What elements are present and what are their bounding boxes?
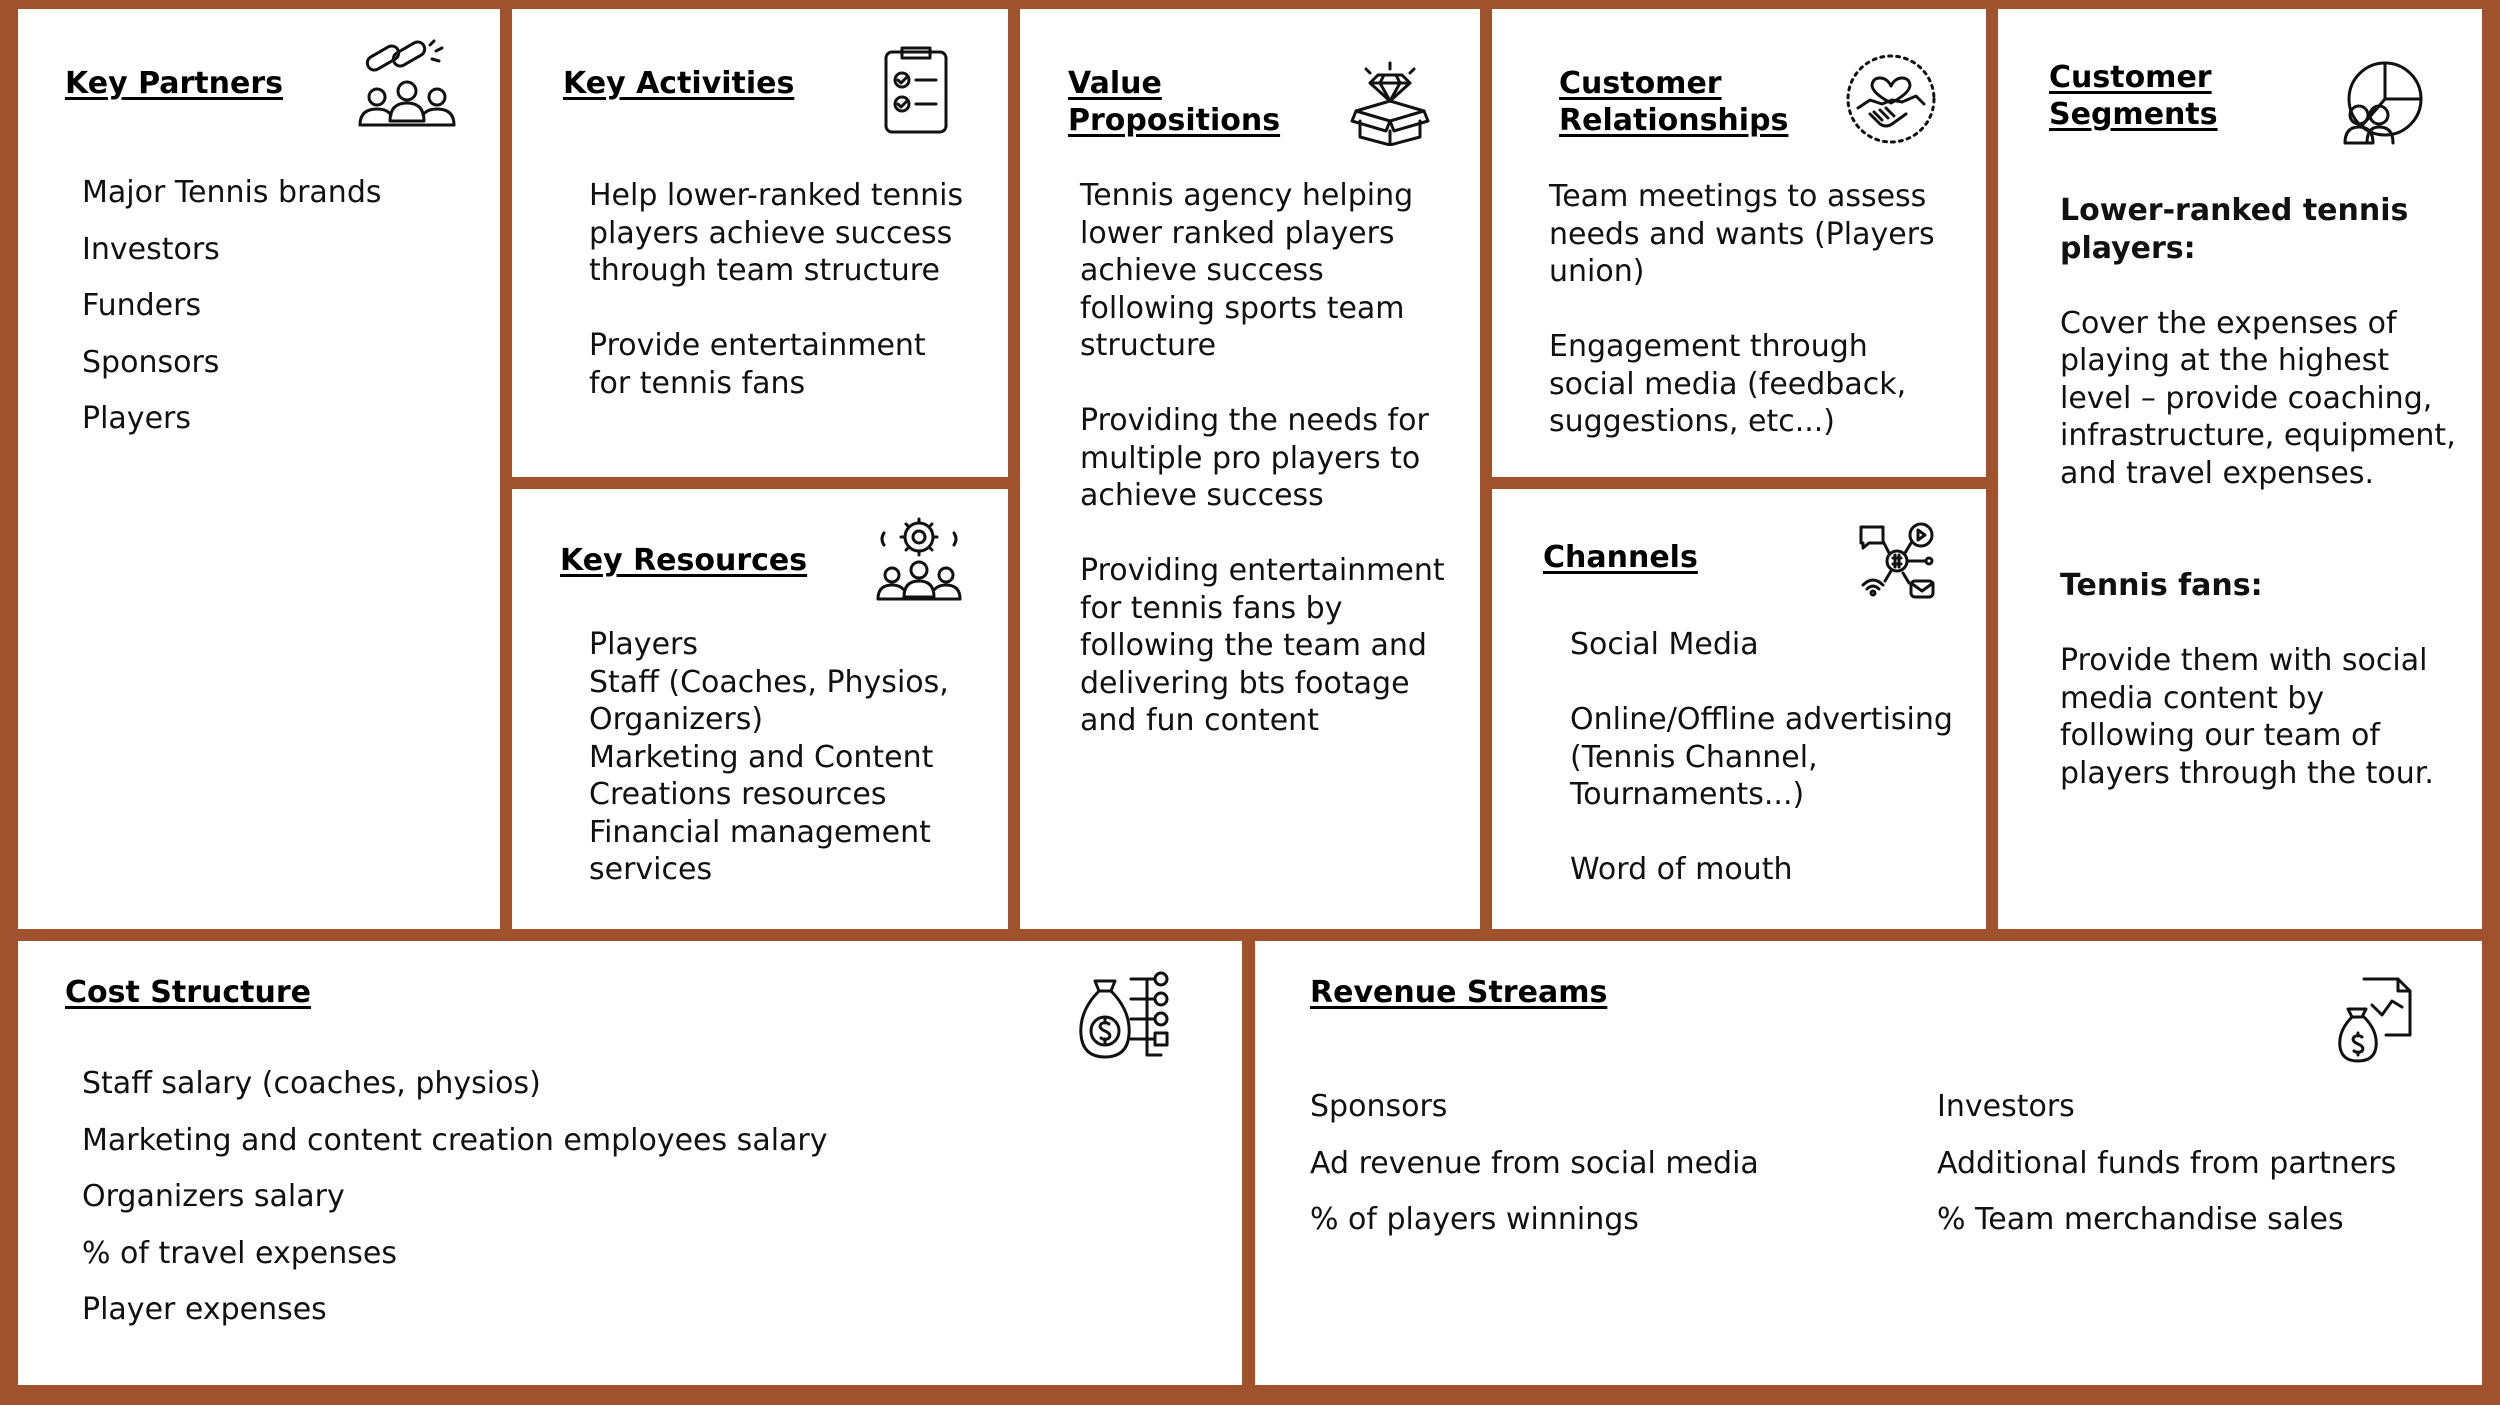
list-item: Ad revenue from social media	[1310, 1145, 1759, 1181]
key-resources-text	[589, 626, 989, 889]
list-item: Funders	[82, 288, 202, 323]
customer-relationships-panel	[1492, 9, 1986, 477]
cost-structure-title: Cost Structure	[65, 975, 311, 1010]
segment-description: Cover the expenses of playing at the highest level – provide coaching, infrastructure, equipment, and travel expenses.	[2060, 305, 2456, 491]
heart-handshake-icon	[1844, 52, 1938, 146]
value-propositions-panel	[1020, 9, 1480, 929]
key-resources-title: Key Resources	[560, 543, 808, 578]
customer-segments-title: Customer Segments	[2049, 60, 2218, 132]
relationship-item: Engagement through social media (feedback, suggestions, etc...)	[1549, 329, 1907, 439]
list-item: Sponsors	[82, 344, 220, 380]
cost-structure-list	[82, 1066, 828, 1349]
customer-relationships-title: Customer Relationships	[1559, 66, 1789, 138]
key-activities-item: Help lower-ranked tennis players achieve success through team structure	[589, 178, 964, 288]
value-proposition-item: Providing the needs for multiple pro players to achieve success	[1080, 403, 1429, 513]
key-partners-panel	[18, 9, 500, 929]
list-item: Investors	[1937, 1089, 2075, 1124]
channels-title: Channels	[1543, 540, 1698, 575]
key-activities-title: Key Activities	[563, 66, 795, 101]
value-proposition-item: Providing entertainment for tennis fans by following the team and delivering bts footage and fun content	[1080, 553, 1445, 738]
key-partners-title: Key Partners	[65, 66, 283, 101]
list-item: % of players winnings	[1310, 1202, 1639, 1237]
channel-item: Online/Offline advertising (Tennis Channel, Tournaments...)	[1570, 702, 1953, 812]
relationship-item: Team meetings to assess needs and wants (Players union)	[1549, 179, 1935, 289]
list-item: Investors	[82, 231, 220, 267]
list-item: Staff salary (coaches, physios)	[82, 1066, 541, 1101]
list-item: Player expenses	[82, 1292, 327, 1327]
channels-panel	[1492, 489, 1986, 929]
money-bag-flow-icon	[1077, 969, 1177, 1065]
revenue-streams-column-1	[1310, 1089, 1759, 1259]
list-item: Sponsors	[1310, 1089, 1448, 1124]
channel-item: Word of mouth	[1570, 852, 1793, 887]
channels-text	[1570, 626, 1970, 889]
segment-heading: Lower-ranked tennis players:	[2060, 193, 2409, 266]
team-gear-icon	[874, 515, 964, 605]
customer-relationships-text	[1549, 178, 1959, 441]
list-item: Organizers salary	[82, 1179, 345, 1214]
customer-segments-text	[2060, 192, 2460, 792]
list-item: Additional funds from partners	[1937, 1145, 2397, 1181]
channel-item: Social Media	[1570, 627, 1759, 662]
cost-structure-panel	[18, 941, 1242, 1385]
revenue-streams-column-2	[1937, 1089, 2396, 1259]
revenue-streams-title: Revenue Streams	[1310, 975, 1608, 1010]
key-resources-item: Financial management services	[589, 814, 931, 887]
audience-pie-icon	[2341, 59, 2426, 149]
value-proposition-item: Tennis agency helping lower ranked players achieve success following sports team structure	[1080, 178, 1414, 363]
list-item: % Team merchandise sales	[1937, 1202, 2344, 1237]
segment-heading: Tennis fans:	[2060, 568, 2263, 603]
key-activities-text	[589, 177, 969, 402]
money-bag-chart-icon	[2338, 975, 2418, 1065]
list-item: Players	[82, 401, 191, 436]
key-resources-item: Marketing and Content Creations resources	[589, 739, 934, 812]
revenue-streams-panel	[1255, 941, 2482, 1385]
customer-segments-panel	[1998, 9, 2482, 929]
key-resources-item: Players	[589, 627, 698, 662]
key-activities-panel	[512, 9, 1008, 477]
checklist-icon	[880, 44, 952, 136]
key-partners-list	[82, 175, 382, 458]
partnership-network-icon	[352, 39, 462, 134]
value-propositions-title: Value Propositions	[1068, 66, 1281, 138]
key-resources-panel	[512, 489, 1008, 929]
diamond-box-icon	[1348, 61, 1433, 146]
list-item: % of travel expenses	[82, 1235, 397, 1271]
segment-description: Provide them with social media content by following our team of players through the tour.	[2060, 643, 2434, 791]
key-resources-item: Staff (Coaches, Physios, Organizers)	[589, 664, 949, 737]
list-item: Marketing and content creation employees salary	[82, 1122, 828, 1158]
key-activities-item: Provide entertainment for tennis fans	[589, 328, 926, 401]
social-channels-icon	[1857, 521, 1937, 601]
value-propositions-text	[1080, 177, 1450, 740]
list-item: Major Tennis brands	[82, 175, 382, 210]
